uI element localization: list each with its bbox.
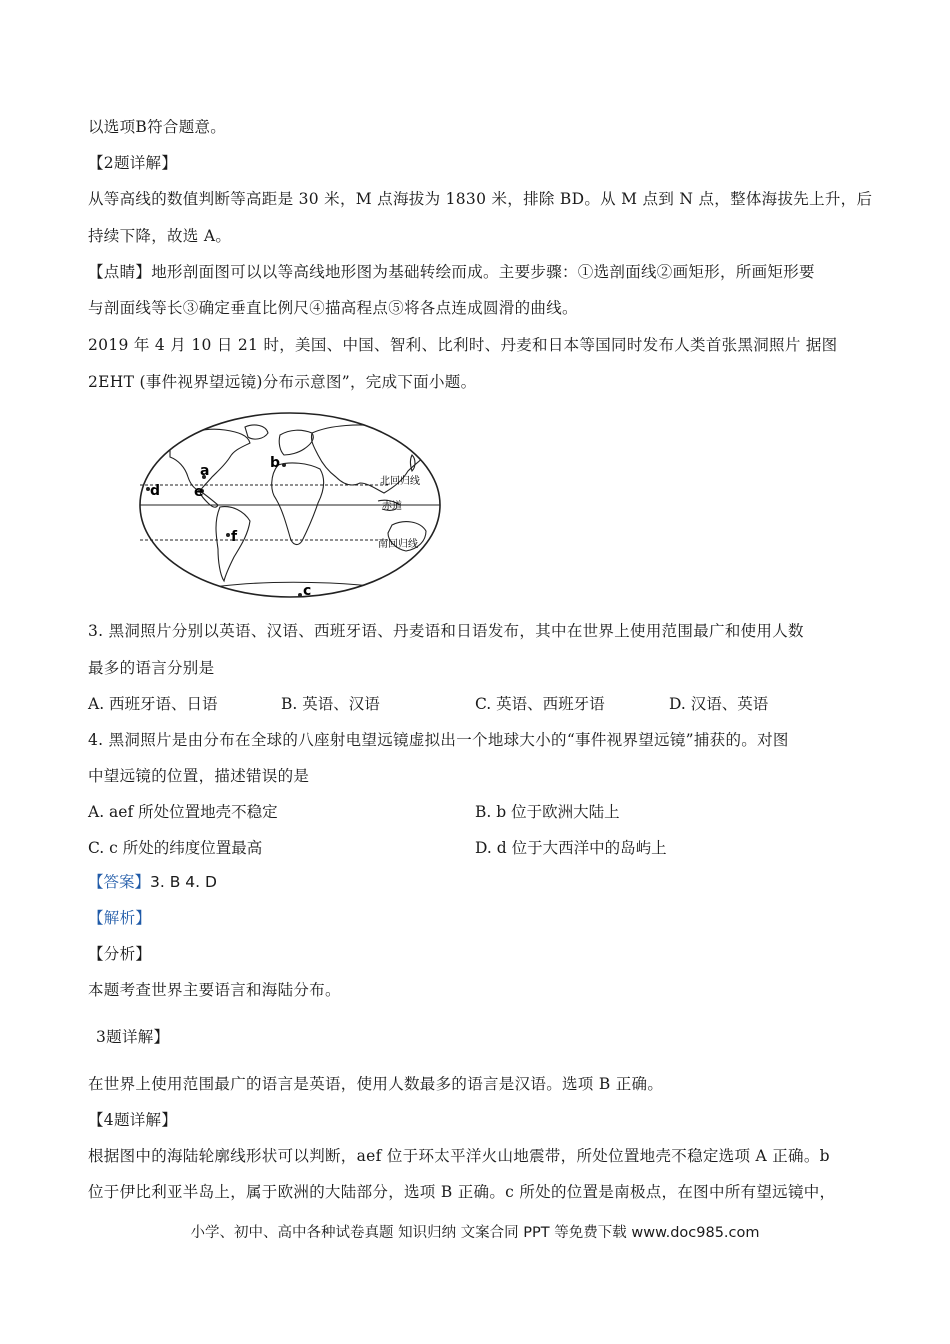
point-b-label: b: [270, 455, 281, 471]
text-line: 位于伊比利亚半岛上，属于欧洲的大陆部分，选项 B 正确。c 所处的位置是南极点，在图中所有望远镜中，: [88, 1183, 836, 1201]
q3-option-d: D. 汉语、英语: [669, 695, 769, 713]
answer-label: 【答案】: [88, 873, 151, 891]
point-c-marker: [298, 593, 302, 597]
analysis-subheading: 【分析】: [88, 945, 152, 963]
q4-option-b: B. b 位于欧洲大陆上: [475, 803, 620, 821]
q3-option-b: B. 英语、汉语: [281, 695, 380, 713]
text-line: 从等高线的数值判断等高距是 30 米，M 点海拔为 1830 米，排除 BD。从 M 点到 N 点，整体海拔先上升，后: [88, 190, 873, 208]
point-b-marker: [282, 463, 286, 467]
text-line: 2EHT (事件视界望远镜)分布示意图”，完成下面小题。: [88, 373, 477, 391]
text-line: 与剖面线等长③确定垂直比例尺④描高程点⑤将各点连成圆滑的曲线。: [88, 299, 578, 317]
point-f-marker: [226, 533, 230, 537]
world-map-figure: [130, 405, 450, 605]
question-4-stem-cont: 中望远镜的位置，描述错误的是: [88, 767, 310, 785]
point-f-label: f: [231, 529, 238, 545]
q4-option-a: A. aef 所处位置地壳不稳定: [88, 803, 278, 821]
point-a-label: a: [200, 463, 210, 479]
answer-line: [88, 872, 217, 892]
section-heading: 【4题详解】: [88, 1111, 178, 1129]
analysis-heading: 【解析】: [88, 909, 152, 927]
text-line: 以选项B符合题意。: [88, 118, 227, 136]
q3-option-a: A. 西班牙语、日语: [88, 695, 218, 713]
answer-value: 3. B 4. D: [150, 873, 217, 891]
text-line: 在世界上使用范围最广的语言是英语，使用人数最多的语言是汉语。选项 B 正确。: [88, 1075, 664, 1093]
text-line: 持续下降，故选 A。: [88, 227, 232, 245]
tropic-north-label: 北回归线: [380, 476, 420, 487]
text-line: 根据图中的海陆轮廓线形状可以判断，aef 位于环太平洋火山地震带，所处位置地壳不稳定选项 A 正确。b: [88, 1147, 830, 1165]
point-c-label: c: [303, 583, 312, 599]
section-heading: 3题详解】: [96, 1028, 170, 1046]
question-3-stem-cont: 最多的语言分别是: [88, 659, 215, 677]
question-4-stem: 4. 黑洞照片是由分布在全球的八座射电望远镜虚拟出一个地球大小的“事件视界望远镜”捕获的。对图: [88, 731, 789, 749]
point-e-label: e: [194, 484, 204, 500]
page-footer: 小学、初中、高中各种试卷真题 知识归纳 文案合同 PPT 等免费下载 www.doc985.com: [190, 1225, 760, 1241]
q4-option-d: D. d 位于大西洋中的岛屿上: [475, 839, 667, 857]
text-line: 【点睛】地形剖面图可以以等高线地形图为基础转绘而成。主要步骤：①选剖面线②画矩形，所画矩形要: [88, 263, 815, 281]
section-heading: 【2题详解】: [88, 154, 178, 172]
q4-option-c: C. c 所处的纬度位置最高: [88, 839, 263, 857]
equator-label: 赤道: [382, 501, 402, 512]
question-3-stem: 3. 黑洞照片分别以英语、汉语、西班牙语、丹麦语和日语发布，其中在世界上使用范围最广和使用人数: [88, 622, 804, 640]
tropic-south-label: 南回归线: [378, 539, 418, 550]
text-line: 2019 年 4 月 10 日 21 时，美国、中国、智利、比利时、丹麦和日本等国同时发布人类首张黑洞照片 据图: [88, 336, 838, 354]
q3-option-c: C. 英语、西班牙语: [475, 695, 605, 713]
point-d-label: d: [150, 483, 161, 499]
text-line: 本题考查世界主要语言和海陆分布。: [88, 981, 341, 999]
